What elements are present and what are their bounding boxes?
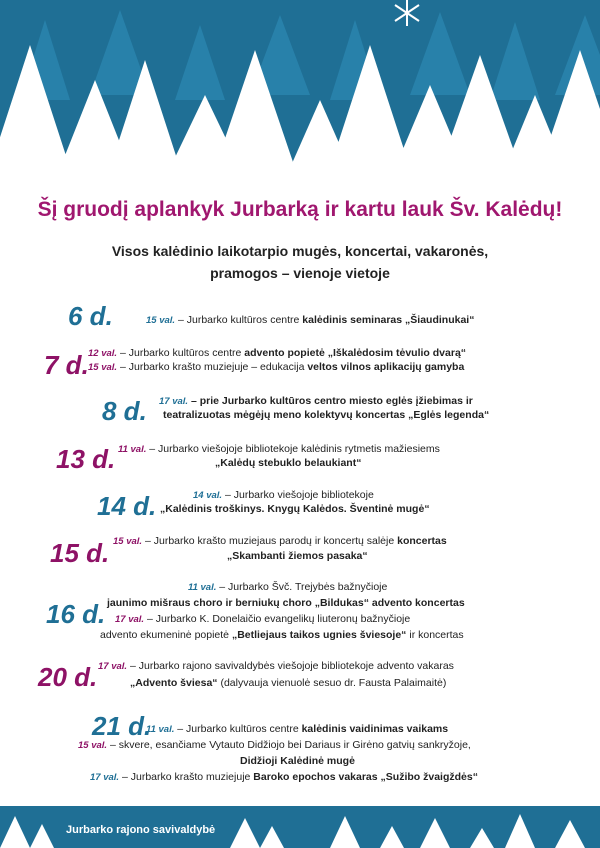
event-day: 13 d. [56,444,116,474]
event-line: 12 val. – Jurbarko kultūros centre advento popietė „Iškalėdosim tėvulio dvarą“ [88,347,467,359]
event-line: 17 val. – prie Jurbarko kultūros centro miesto eglės įžiebimas ir [159,395,473,407]
event-line: 15 val. – Jurbarko krašto muziejuje – edukacija veltos vilnos aplikacijų gamyba [88,361,465,373]
event-line: 15 val. – Jurbarko krašto muziejaus parodų ir koncertų salėje koncertas [113,535,447,547]
snowflake-icon [0,0,600,168]
event-line: teatralizuotas mėgėjų meno kolektyvų koncertas „Eglės legenda“ [163,409,490,421]
event-line: 17 val. – Jurbarko krašto muziejuje Baroko epochos vakaras „Sužibo žvaigždės“ [90,771,478,783]
event-line: jaunimo mišraus choro ir berniukų choro „Bildukas“ advento koncertas [107,597,465,609]
event-line: „Kalėdinis troškinys. Knygų Kalėdos. Šventinė mugė“ [160,503,430,515]
event-line: 11 val. – Jurbarko viešojoje bibliotekoje kalėdinis rytmetis mažiesiems [118,443,440,455]
page-title: Šį gruodį aplankyk Jurbarką ir kartu lauk Šv. Kalėdų! [37,198,563,221]
event-line: „Kalėdų stebuklo belaukiant“ [215,457,362,469]
footer-banner [0,806,600,848]
event-day: 16 d. [46,599,106,629]
header-banner [0,0,600,168]
event-line: Didžioji Kalėdinė mugė [240,755,355,767]
event-line: 14 val. – Jurbarko viešojoje bibliotekoje [193,489,374,501]
footer-text: Jurbarko rajono savivaldybė [66,824,216,836]
event-line: 15 val. – Jurbarko kultūros centre kalėdinis seminaras „Šiaudinukai“ [146,314,475,326]
event-line: 15 val. – skvere, esančiame Vytauto Didžiojo bei Dariaus ir Girėno gatvių sankryžoje, [78,739,471,751]
event-line: „Advento šviesa“ (dalyvauja vienuolė sesuo dr. Fausta Palaimaitė) [130,677,447,689]
event-line: 17 val. – Jurbarko K. Donelaičio evangelikų liuteronų bažnyčioje [115,613,411,625]
event-day: 21 d. [92,711,152,741]
event-day: 14 d. [97,491,157,521]
event-line: advento ekumeninė popietė „Betliejaus taikos ugnies šviesoje“ ir koncertas [100,629,464,641]
event-day: 20 d. [38,662,98,692]
event-day: 7 d. [44,350,89,380]
event-line: 11 val. – Jurbarko Švč. Trejybės bažnyčioje [188,581,388,593]
event-day: 6 d. [68,301,113,331]
event-day: 15 d. [50,538,110,568]
event-line: „Skambanti žiemos pasaka“ [227,550,368,562]
event-line: 17 val. – Jurbarko rajono savivaldybės viešojoje bibliotekoje advento vakaras [98,660,454,672]
page-subtitle: Visos kalėdinio laikotarpio mugės, koncertai, vakaronės, pramogos – vienoje vietoje [111,243,489,281]
event-day: 8 d. [102,396,147,426]
event-line: 11 val. – Jurbarko kultūros centre kalėdinis vaidinimas vaikams [146,723,449,735]
